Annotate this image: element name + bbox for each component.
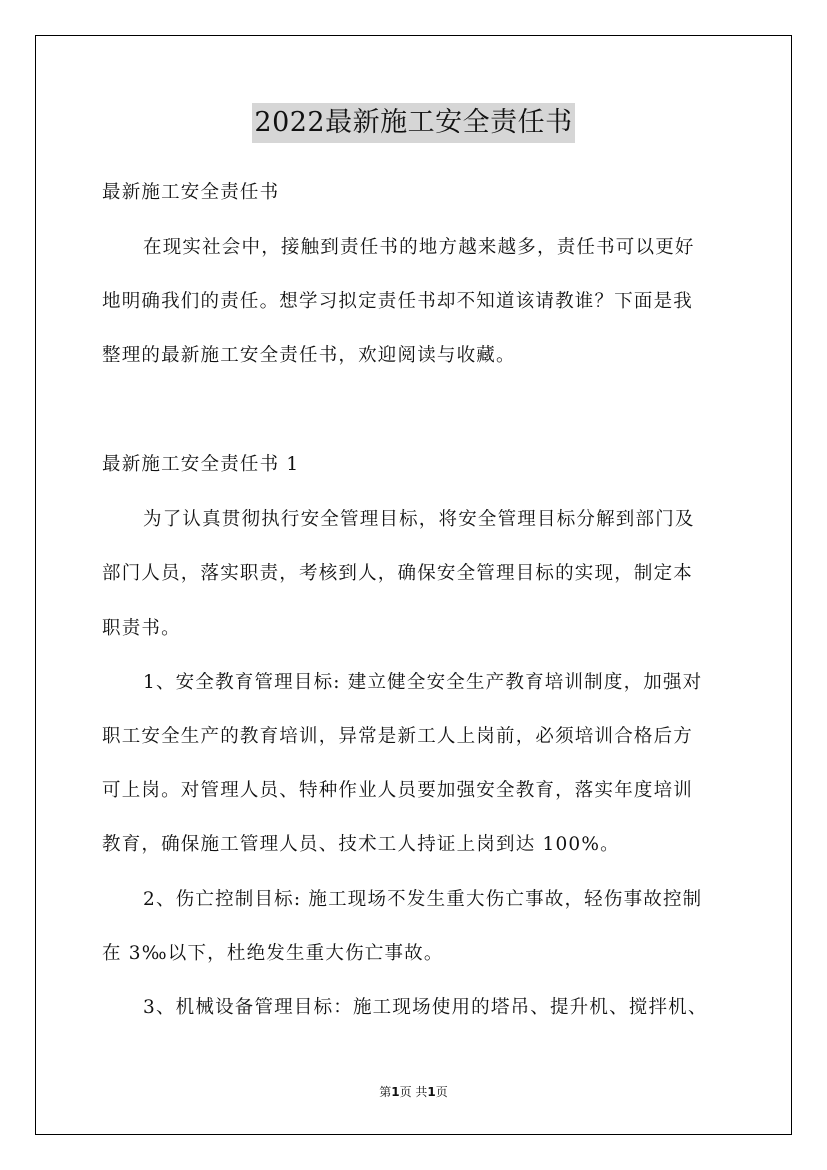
paragraph-line: 整理的最新施工安全责任书，欢迎阅读与收藏。 — [102, 345, 516, 366]
paragraph-line: 在现实社会中，接触到责任书的地方越来越多，责任书可以更好 — [143, 237, 695, 258]
section-heading: 最新施工安全责任书 — [102, 182, 280, 203]
paragraph-line: 2、伤亡控制目标: 施工现场不发生重大伤亡事故，轻伤事故控制 — [143, 889, 703, 910]
paragraph-line: 1、安全教育管理目标: 建立健全安全生产教育培训制度，加强对 — [143, 672, 703, 693]
footer-page-current: 1 — [391, 1085, 400, 1099]
section-heading: 最新施工安全责任书 1 — [102, 454, 300, 475]
paragraph-line: 可上岗。对管理人员、特种作业人员要加强安全教育，落实年度培训 — [102, 780, 694, 801]
paragraph-line: 地明确我们的责任。想学习拟定责任书却不知道该请教谁？下面是我 — [102, 291, 694, 312]
footer-page-prefix: 第 — [379, 1085, 392, 1099]
title-container — [0, 103, 827, 143]
paragraph-line: 职责书。 — [102, 618, 181, 639]
page-footer — [0, 1084, 827, 1100]
paragraph-line: 教育，确保施工管理人员、技术工人持证上岗到达 100%。 — [102, 834, 620, 855]
document-title: 2022最新施工安全责任书 — [252, 103, 574, 143]
paragraph-line: 在 3‰以下，杜绝发生重大伤亡事故。 — [102, 943, 444, 964]
paragraph-line: 为了认真贯彻执行安全管理目标，将安全管理目标分解到部门及 — [143, 509, 695, 530]
paragraph-line: 部门人员，落实职责，考核到人，确保安全管理目标的实现，制定本 — [102, 563, 694, 584]
footer-page-suffix: 页 — [435, 1085, 448, 1099]
paragraph-line: 职工安全生产的教育培训，异常是新工人上岗前，必须培训合格后方 — [102, 726, 694, 747]
paragraph-line: 3、机械设备管理目标：施工现场使用的塔吊、提升机、搅拌机、 — [143, 997, 708, 1018]
footer-page-mid: 页 共 — [399, 1085, 428, 1099]
footer-page-total: 1 — [427, 1085, 436, 1099]
